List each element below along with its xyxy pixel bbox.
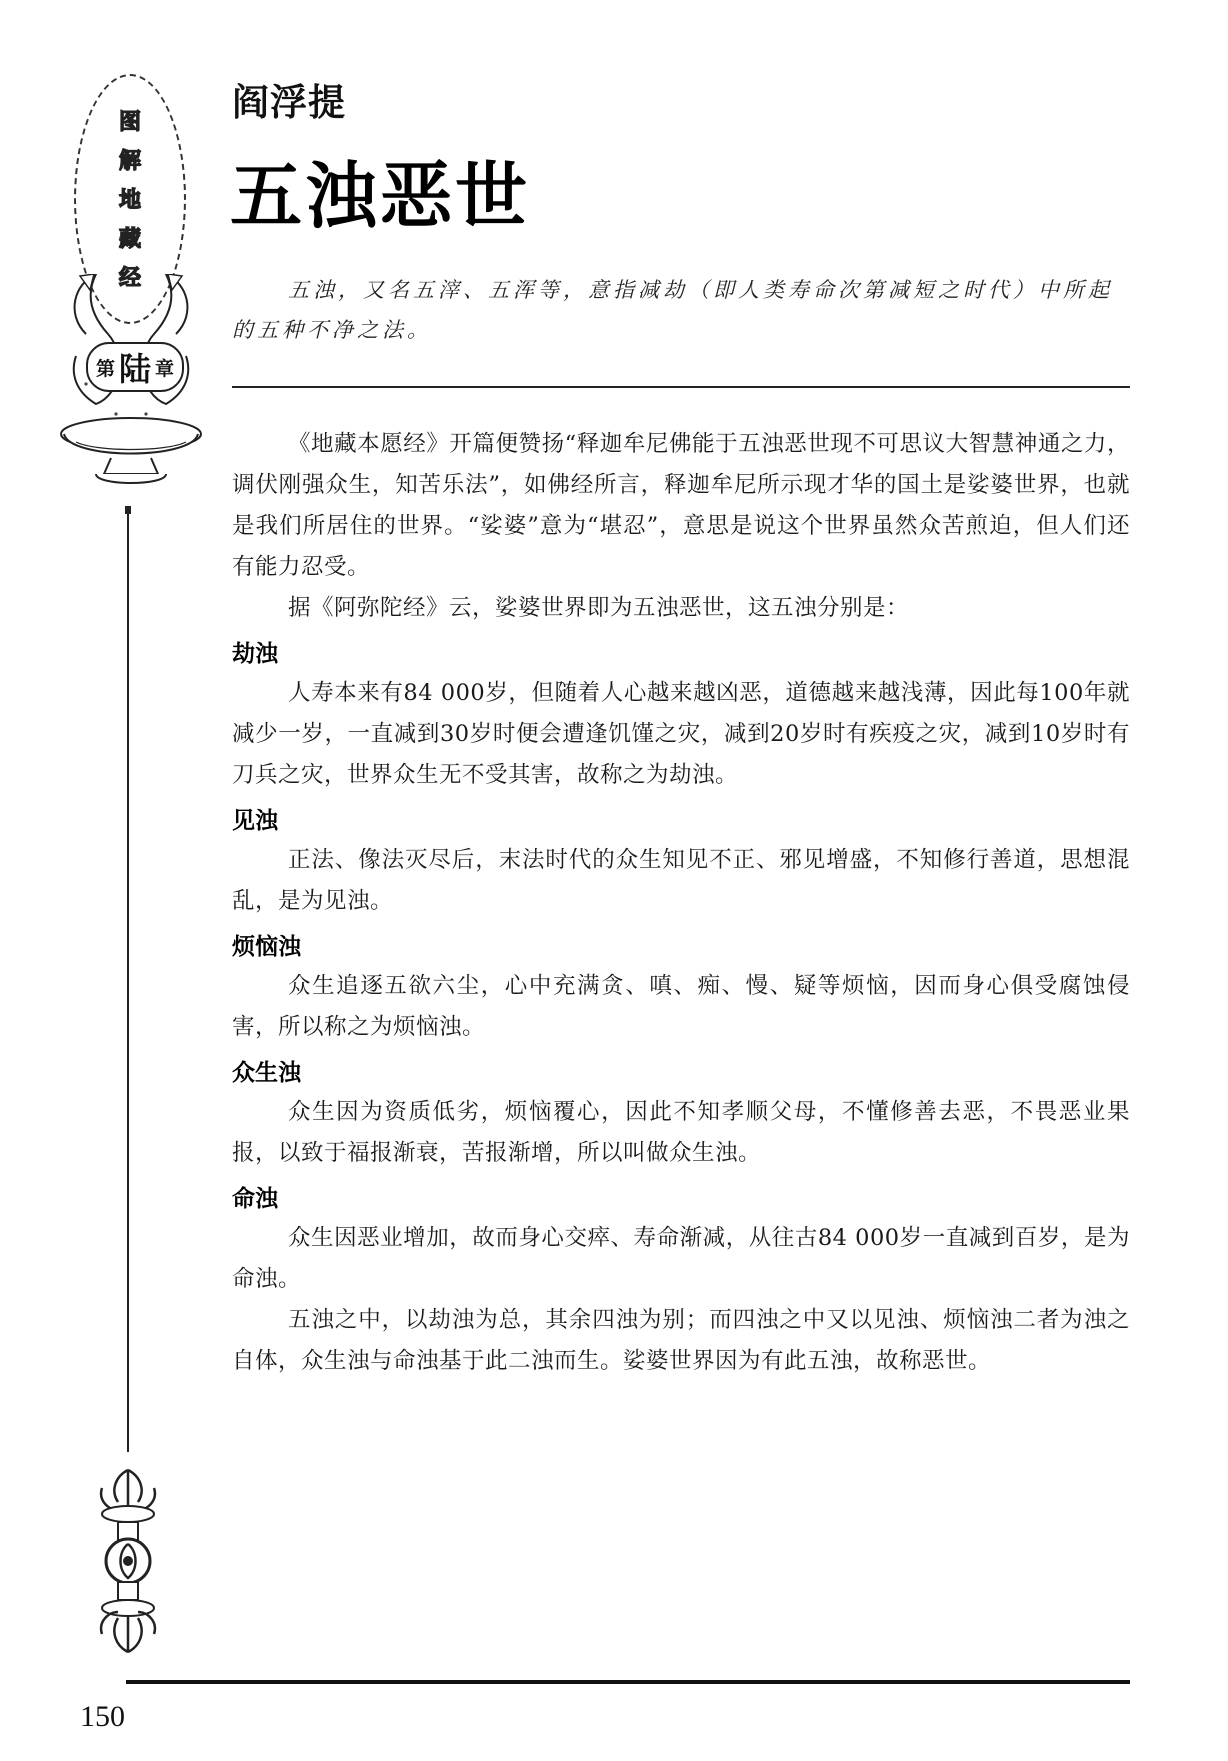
- book-title-char: 经: [118, 265, 141, 291]
- section-text: 众生追逐五欲六尘，心中充满贪、嗔、痴、慢、疑等烦恼，因而身心俱受腐蚀侵害，所以称之为烦恼浊。: [232, 973, 1130, 1040]
- section-kicker: 阎浮提: [232, 81, 346, 124]
- intro-summary: 五浊，又名五滓、五浑等，意指减劫（即人类寿命次第减短之时代）中所起的五种不净之法。: [232, 278, 1113, 342]
- section-heading: 见浊: [232, 808, 278, 834]
- section-heading: 烦恼浊: [232, 934, 301, 960]
- section-text: 众生因恶业增加，故而身心交瘁、寿命渐减，从往古84 000岁一直减到百岁，是为命浊。: [232, 1225, 1130, 1292]
- section-text: 正法、像法灭尽后，末法时代的众生知见不正、邪见增盛，不知修行善道，思想混乱，是为见浊。: [232, 847, 1130, 914]
- section-text: 人寿本来有84 000岁，但随着人心越来越凶恶，道德越来越浅薄，因此每100年就减少一岁，一直减到30岁时便会遭逢饥馑之灾，减到20岁时有疾疫之灾，减到10岁时有刀兵之灾，世界众生无不受其害，故称之为劫浊。: [232, 680, 1130, 788]
- section-heading: 命浊: [232, 1186, 278, 1212]
- chapter-label: [86, 342, 184, 392]
- book-title-vertical: [112, 104, 148, 292]
- book-title-char: 解: [118, 148, 141, 174]
- vajra-icon: [88, 1466, 168, 1656]
- chapter-prefix: 第: [95, 357, 115, 380]
- closing-paragraph: 五浊之中，以劫浊为总，其余四浊为别；而四浊之中又以见浊、烦恼浊二者为浊之自体，众生浊与命浊基于此二浊而生。娑婆世界因为有此五浊，故称恶世。: [232, 1307, 1130, 1374]
- book-title-char: 图: [118, 109, 141, 135]
- page-number: 150: [80, 1700, 125, 1733]
- article-body: [232, 424, 1130, 1382]
- header-divider: [232, 386, 1130, 388]
- body-paragraph: 《地藏本愿经》开篇便赞扬“释迦牟尼佛能于五浊恶世现不可思议大智慧神通之力，调伏刚强众生，知苦乐法”，如佛经所言，释迦牟尼所示现才华的国土是娑婆世界，也就是我们所居住的世界。“娑婆”意为“堪忍”，意思是说这个世界虽然众苦煎迫，但人们还有能力忍受。: [232, 431, 1130, 580]
- body-paragraph: 据《阿弥陀经》云，娑婆世界即为五浊恶世，这五浊分别是：: [288, 595, 910, 621]
- page-title: 五浊恶世: [230, 154, 531, 238]
- chapter-suffix: 章: [155, 357, 175, 380]
- section-heading: 众生浊: [232, 1060, 301, 1086]
- book-title-char: 地: [118, 187, 141, 213]
- side-vertical-rule: [127, 512, 129, 1452]
- section-text: 众生因为资质低劣，烦恼覆心，因此不知孝顺父母，不懂修善去恶，不畏恶业果报，以致于福报渐衰，苦报渐增，所以叫做众生浊。: [232, 1099, 1130, 1166]
- chapter-number: 陆: [118, 350, 151, 388]
- book-title-char: 藏: [118, 226, 141, 252]
- section-heading: 劫浊: [232, 641, 278, 667]
- footer-divider: [126, 1680, 1130, 1684]
- chapter-badge: [62, 74, 202, 494]
